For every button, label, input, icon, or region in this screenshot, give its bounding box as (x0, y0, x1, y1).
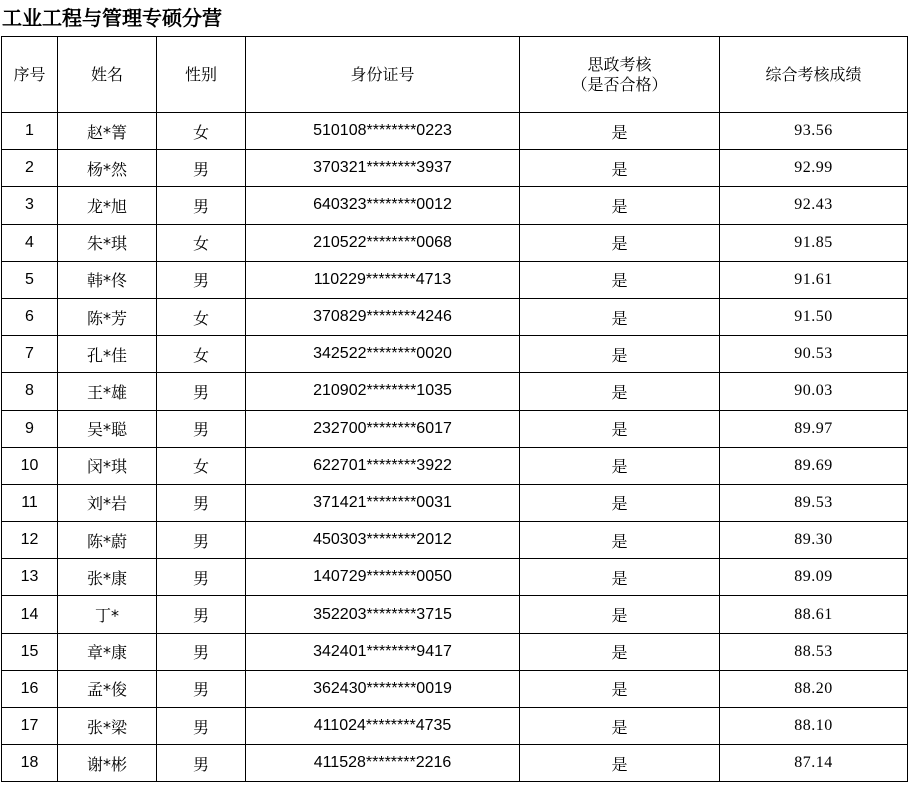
table-row (2, 447, 908, 484)
cell-score: 88.61 (720, 596, 908, 633)
cell-gender: 男 (157, 187, 246, 224)
cell-score: 87.14 (720, 745, 908, 782)
cell-gender: 男 (157, 522, 246, 559)
cell-id-number: 450303********2012 (246, 522, 520, 559)
cell-ideology: 是 (520, 559, 720, 596)
table-row (2, 336, 908, 373)
cell-ideology: 是 (520, 596, 720, 633)
cell-index: 17 (2, 708, 58, 745)
table-row (2, 298, 908, 335)
cell-gender: 女 (157, 113, 246, 150)
cell-ideology: 是 (520, 410, 720, 447)
table-row (2, 224, 908, 261)
cell-score: 91.50 (720, 298, 908, 335)
cell-id-number: 232700********6017 (246, 410, 520, 447)
table-header (2, 37, 908, 113)
cell-gender: 女 (157, 298, 246, 335)
cell-score: 88.53 (720, 633, 908, 670)
header-gender: 性别 (157, 37, 246, 113)
cell-id-number: 640323********0012 (246, 187, 520, 224)
cell-name: 孔*佳 (58, 336, 157, 373)
score-table (1, 36, 908, 782)
cell-score: 89.09 (720, 559, 908, 596)
cell-score: 88.10 (720, 708, 908, 745)
cell-index: 11 (2, 484, 58, 521)
cell-ideology: 是 (520, 670, 720, 707)
cell-id-number: 370829********4246 (246, 298, 520, 335)
cell-id-number: 210902********1035 (246, 373, 520, 410)
cell-ideology: 是 (520, 150, 720, 187)
table-row (2, 373, 908, 410)
cell-gender: 男 (157, 633, 246, 670)
cell-index: 14 (2, 596, 58, 633)
header-ideology (520, 37, 720, 113)
cell-score: 91.85 (720, 224, 908, 261)
cell-id-number: 411528********2216 (246, 745, 520, 782)
cell-index: 3 (2, 187, 58, 224)
cell-gender: 男 (157, 708, 246, 745)
cell-ideology: 是 (520, 298, 720, 335)
cell-name: 陈*蔚 (58, 522, 157, 559)
cell-id-number: 362430********0019 (246, 670, 520, 707)
cell-name: 谢*彬 (58, 745, 157, 782)
table-row (2, 559, 908, 596)
cell-ideology: 是 (520, 633, 720, 670)
cell-name: 杨*然 (58, 150, 157, 187)
table-row (2, 410, 908, 447)
cell-name: 赵*箐 (58, 113, 157, 150)
cell-name: 龙*旭 (58, 187, 157, 224)
table-body (2, 113, 908, 782)
cell-gender: 男 (157, 745, 246, 782)
cell-ideology: 是 (520, 261, 720, 298)
cell-index: 7 (2, 336, 58, 373)
header-index: 序号 (2, 37, 58, 113)
cell-gender: 女 (157, 224, 246, 261)
header-id-number: 身份证号 (246, 37, 520, 113)
cell-index: 1 (2, 113, 58, 150)
table-row (2, 596, 908, 633)
cell-gender: 男 (157, 559, 246, 596)
cell-id-number: 110229********4713 (246, 261, 520, 298)
cell-index: 10 (2, 447, 58, 484)
cell-id-number: 371421********0031 (246, 484, 520, 521)
cell-name: 刘*岩 (58, 484, 157, 521)
header-name: 姓名 (58, 37, 157, 113)
cell-ideology: 是 (520, 447, 720, 484)
table-row (2, 745, 908, 782)
cell-gender: 男 (157, 670, 246, 707)
cell-name: 陈*芳 (58, 298, 157, 335)
cell-id-number: 342522********0020 (246, 336, 520, 373)
table-row (2, 522, 908, 559)
cell-score: 89.53 (720, 484, 908, 521)
cell-gender: 男 (157, 261, 246, 298)
cell-index: 12 (2, 522, 58, 559)
cell-ideology: 是 (520, 484, 720, 521)
cell-id-number: 510108********0223 (246, 113, 520, 150)
cell-index: 13 (2, 559, 58, 596)
cell-ideology: 是 (520, 187, 720, 224)
cell-gender: 女 (157, 447, 246, 484)
table-row (2, 670, 908, 707)
cell-index: 4 (2, 224, 58, 261)
table-row (2, 633, 908, 670)
cell-score: 89.97 (720, 410, 908, 447)
cell-name: 韩*佟 (58, 261, 157, 298)
cell-score: 90.03 (720, 373, 908, 410)
cell-name: 闵*琪 (58, 447, 157, 484)
cell-score: 88.20 (720, 670, 908, 707)
cell-score: 92.99 (720, 150, 908, 187)
cell-index: 6 (2, 298, 58, 335)
page-title: 工业工程与管理专硕分营 (2, 6, 222, 30)
cell-index: 15 (2, 633, 58, 670)
cell-name: 章*康 (58, 633, 157, 670)
cell-ideology: 是 (520, 224, 720, 261)
header-ideology-line1: 思政考核 (587, 54, 652, 74)
cell-ideology: 是 (520, 745, 720, 782)
table-row (2, 113, 908, 150)
cell-ideology: 是 (520, 522, 720, 559)
cell-index: 2 (2, 150, 58, 187)
header-score: 综合考核成绩 (720, 37, 908, 113)
cell-gender: 男 (157, 484, 246, 521)
cell-id-number: 140729********0050 (246, 559, 520, 596)
cell-index: 18 (2, 745, 58, 782)
cell-ideology: 是 (520, 336, 720, 373)
cell-index: 16 (2, 670, 58, 707)
table-row (2, 484, 908, 521)
cell-name: 张*康 (58, 559, 157, 596)
cell-id-number: 411024********4735 (246, 708, 520, 745)
table-row (2, 708, 908, 745)
cell-name: 丁* (58, 596, 157, 633)
cell-score: 93.56 (720, 113, 908, 150)
cell-name: 王*雄 (58, 373, 157, 410)
cell-ideology: 是 (520, 113, 720, 150)
cell-gender: 男 (157, 373, 246, 410)
cell-gender: 男 (157, 410, 246, 447)
header-row (2, 37, 908, 113)
cell-name: 张*梁 (58, 708, 157, 745)
cell-id-number: 342401********9417 (246, 633, 520, 670)
cell-name: 朱*琪 (58, 224, 157, 261)
cell-score: 92.43 (720, 187, 908, 224)
cell-index: 5 (2, 261, 58, 298)
cell-name: 孟*俊 (58, 670, 157, 707)
cell-ideology: 是 (520, 373, 720, 410)
cell-score: 89.30 (720, 522, 908, 559)
cell-name: 吴*聪 (58, 410, 157, 447)
cell-id-number: 622701********3922 (246, 447, 520, 484)
cell-gender: 男 (157, 150, 246, 187)
cell-ideology: 是 (520, 708, 720, 745)
cell-id-number: 210522********0068 (246, 224, 520, 261)
header-ideology-line2: （是否合格） (571, 74, 668, 94)
cell-index: 9 (2, 410, 58, 447)
cell-id-number: 352203********3715 (246, 596, 520, 633)
table-row (2, 187, 908, 224)
cell-score: 89.69 (720, 447, 908, 484)
cell-score: 91.61 (720, 261, 908, 298)
cell-score: 90.53 (720, 336, 908, 373)
cell-id-number: 370321********3937 (246, 150, 520, 187)
table-row (2, 261, 908, 298)
cell-gender: 男 (157, 596, 246, 633)
cell-gender: 女 (157, 336, 246, 373)
cell-index: 8 (2, 373, 58, 410)
table-row (2, 150, 908, 187)
